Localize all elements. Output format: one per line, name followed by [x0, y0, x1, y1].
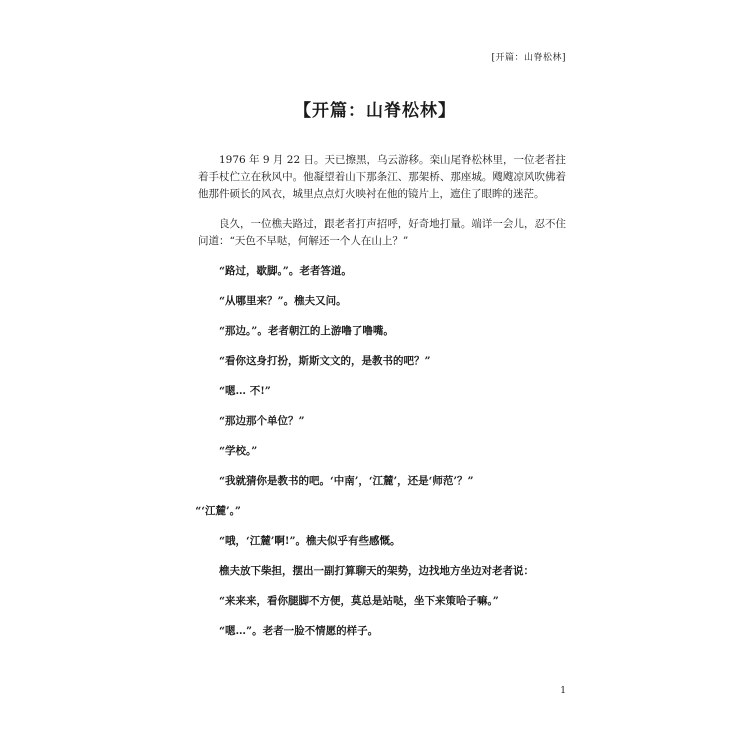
body-text	[195, 152, 566, 653]
paragraph: “那边。”。老者朝江的上游噜了噜嘴。	[219, 325, 394, 337]
page-number: 1	[560, 686, 566, 696]
running-header: [开篇：山脊松林]	[491, 53, 566, 63]
paragraph: “看你这身打扮，斯斯文文的，是教书的吧？”	[219, 355, 431, 367]
paragraph: “嗯… 不!”	[219, 385, 271, 397]
paragraph: “来来来，看你腿脚不方便，莫总是站哒，坐下来策哈子嘛。”	[219, 595, 499, 607]
paragraph: “我就猜你是教书的吧。‘中南’，‘江麓’，还是‘师范’？”	[219, 475, 474, 487]
paragraph: “‘江麓’。”	[195, 505, 241, 517]
paragraph: “学校。”	[219, 445, 258, 457]
paragraph: 樵夫放下柴担，摆出一副打算聊天的架势，边找地方坐边对老者说：	[219, 565, 534, 577]
paragraph: 良久，一位樵夫路过，跟老者打声招呼，好奇地打量。端详一会儿，忍不住问道：“天色不早哒，何解还一个人在山上？”	[198, 218, 566, 247]
chapter-title: 【开篇：山脊松林】	[294, 101, 456, 121]
paragraph: “哦，‘江麓’啊!”。樵夫似乎有些感慨。	[219, 535, 401, 547]
paragraph: 1976 年 9 月 22 日。天已擦黑，乌云游移。栾山尾脊松林里，一位老者拄着手杖伫立在秋风中。他凝望着山下那条江、那架桥、那座城。飕飕凉风吹佛着他那件硕长的风衣，城里点点灯火映衬在他的镜片上，遮住了眼眸的迷茫。	[198, 154, 566, 200]
paragraph: “从哪里来？”。樵夫又问。	[219, 295, 347, 307]
paragraph: “那边那个单位？”	[219, 415, 305, 427]
paragraph: “路过，歇脚。”。老者答道。	[219, 265, 352, 277]
paragraph: “嗯…”。老者一脸不情愿的样子。	[219, 625, 379, 637]
